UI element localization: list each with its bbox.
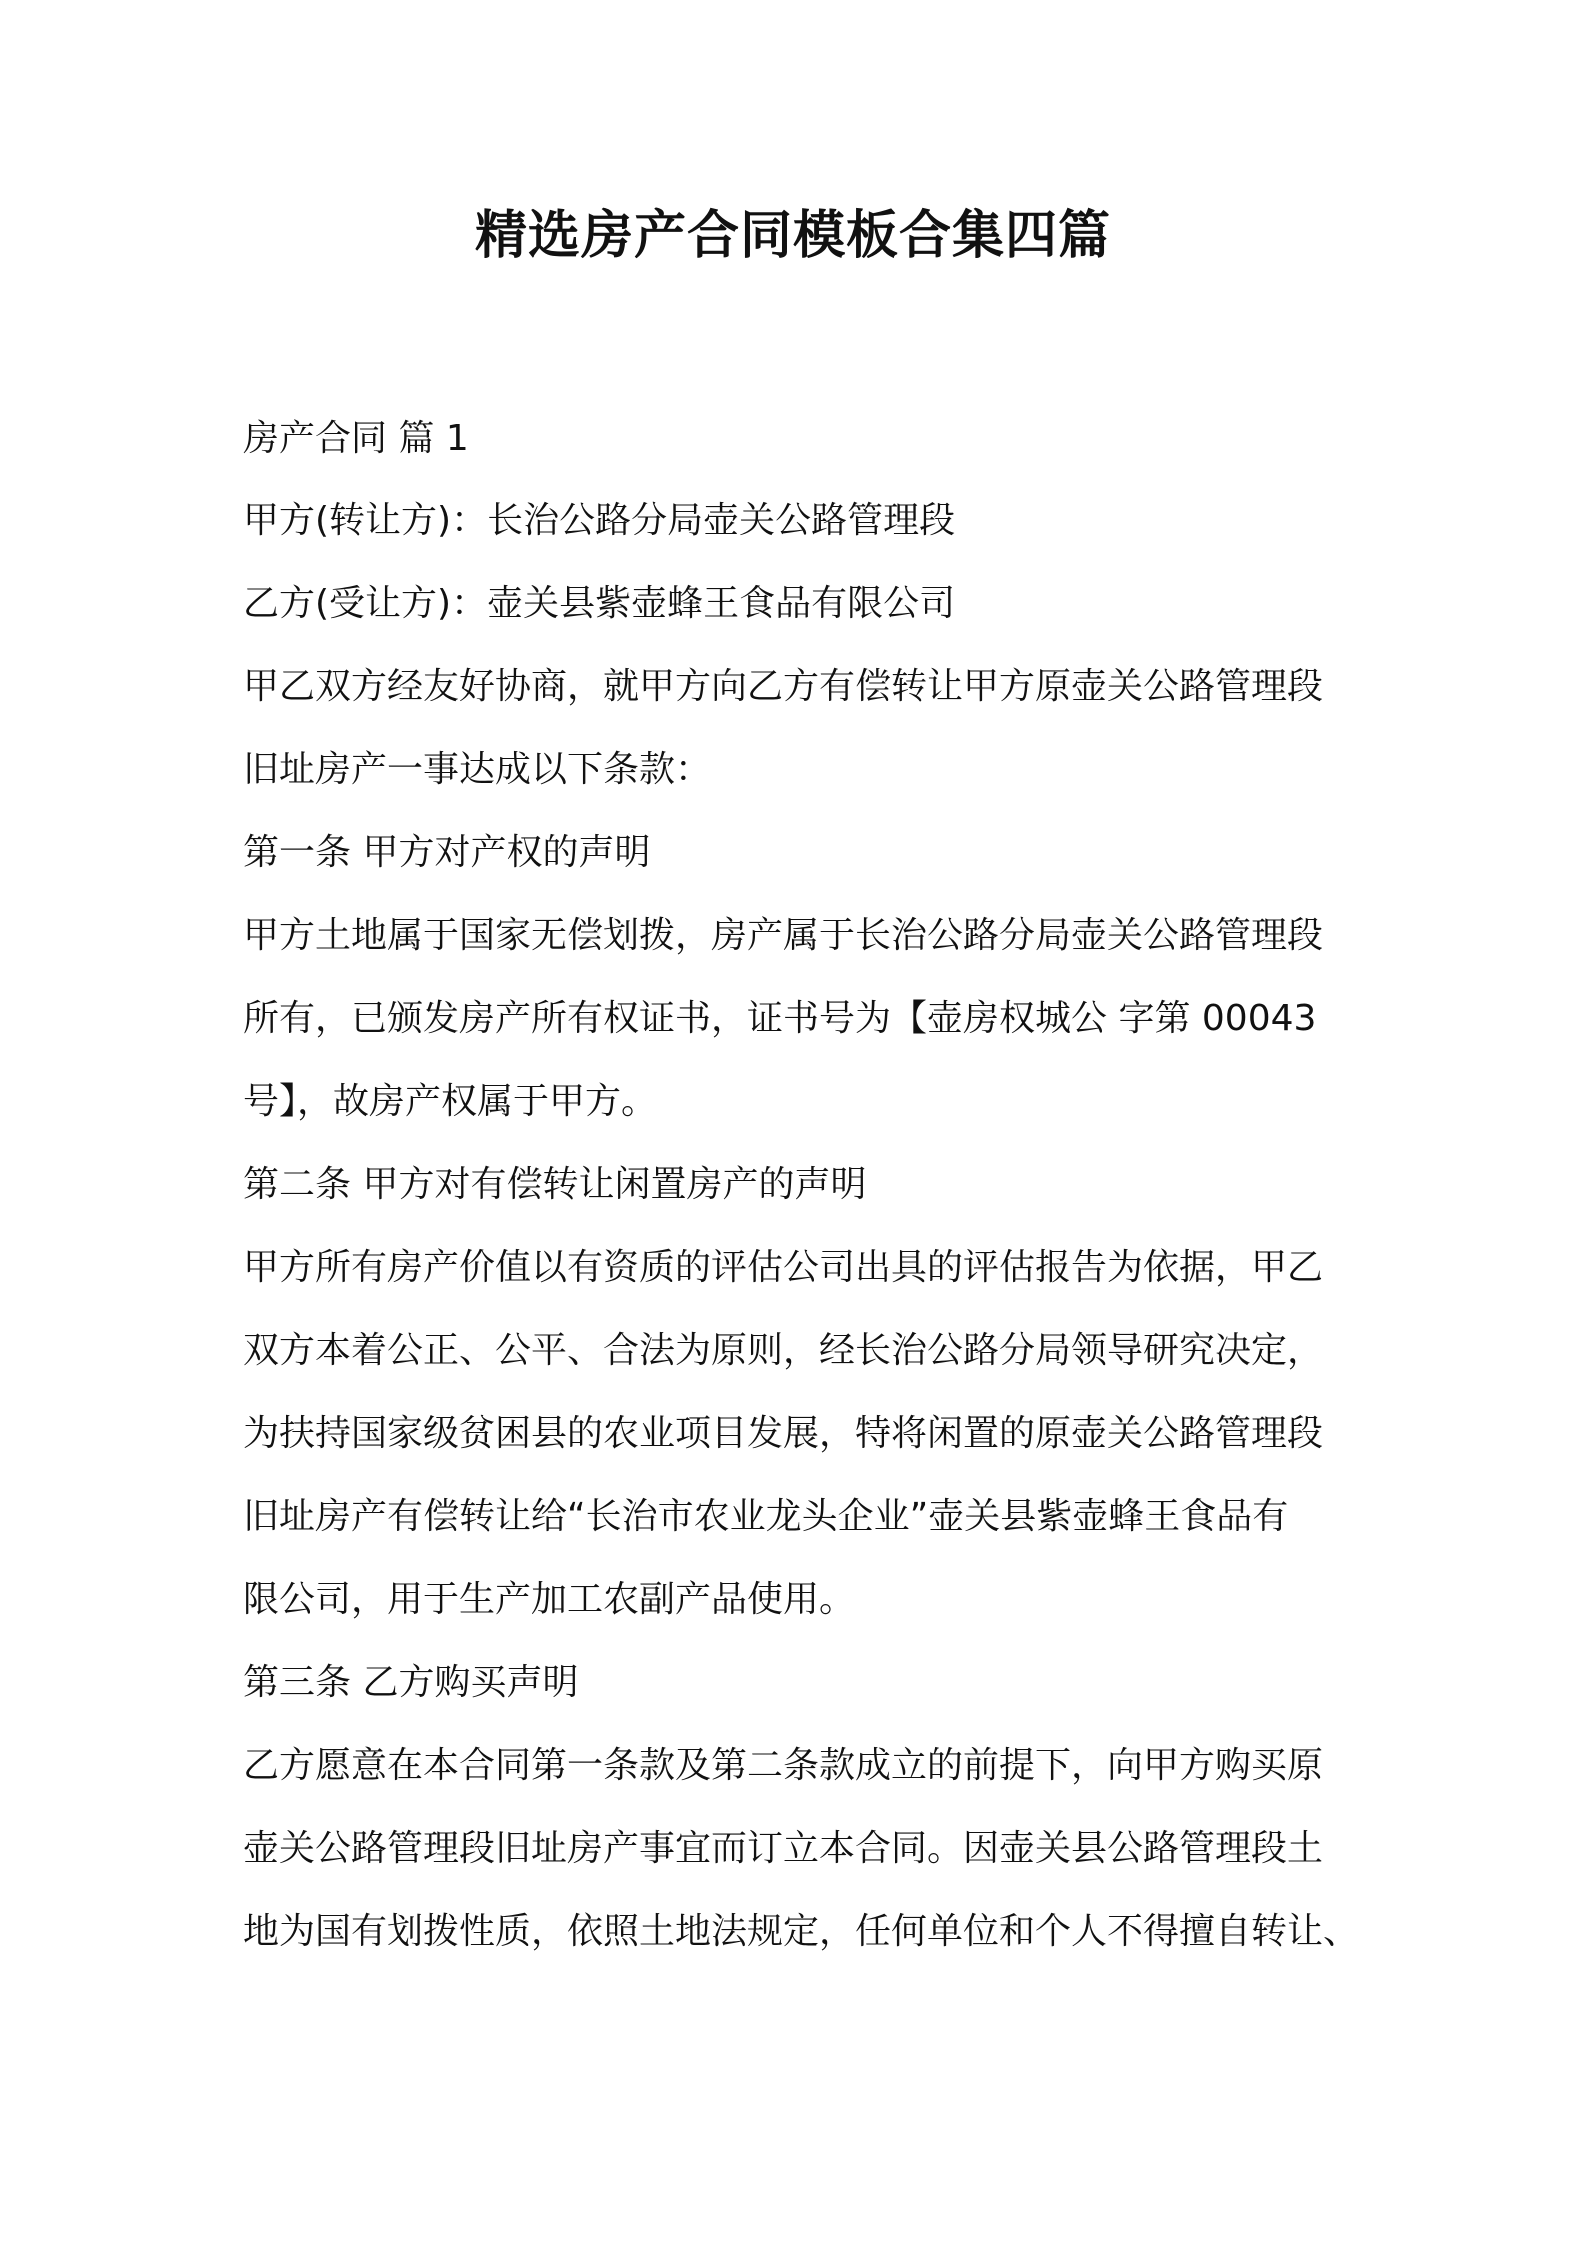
party-a-line: 甲方(转让方)：长治公路分局壶关公路管理段 (243, 500, 956, 541)
article-heading: 第三条 乙方购买声明 (243, 1662, 579, 1703)
paragraph-line: 限公司，用于生产加工农副产品使用。 (243, 1579, 856, 1620)
paragraph-line: 旧址房产有偿转让给“长治市农业龙头企业”壶关县紫壶蜂王食品有 (243, 1496, 1289, 1537)
paragraph-line: 所有，已颁发房产所有权证书，证书号为【壶房权城公 字第 00043 (243, 998, 1317, 1039)
paragraph-line: 乙方愿意在本合同第一条款及第二条款成立的前提下，向甲方购买原 (243, 1745, 1324, 1786)
paragraph-line: 旧址房产一事达成以下条款： (243, 749, 712, 790)
paragraph-line: 地为国有划拨性质，依照土地法规定，任何单位和个人不得擅自转让、 (243, 1911, 1360, 1952)
party-b-line: 乙方(受让方)：壶关县紫壶蜂王食品有限公司 (243, 583, 956, 624)
paragraph-line: 甲方土地属于国家无偿划拨，房产属于长治公路分局壶关公路管理段 (243, 915, 1324, 956)
document-title: 精选房产合同模板合集四篇 (474, 206, 1111, 266)
article-heading: 第一条 甲方对产权的声明 (243, 832, 651, 873)
paragraph-line: 甲乙双方经友好协商，就甲方向乙方有偿转让甲方原壶关公路管理段 (243, 666, 1324, 707)
article-heading: 第二条 甲方对有偿转让闲置房产的声明 (243, 1164, 867, 1205)
paragraph-line: 甲方所有房产价值以有资质的评估公司出具的评估报告为依据，甲乙 (243, 1247, 1324, 1288)
paragraph-line: 壶关公路管理段旧址房产事宜而订立本合同。因壶关县公路管理段土 (243, 1828, 1324, 1869)
paragraph-line: 为扶持国家级贫困县的农业项目发展，特将闲置的原壶关公路管理段 (243, 1413, 1324, 1454)
paragraph-line: 号】，故房产权属于甲方。 (243, 1081, 658, 1122)
section-heading: 房产合同 篇 1 (243, 418, 469, 459)
paragraph-line: 双方本着公正、公平、合法为原则，经长治公路分局领导研究决定， (243, 1330, 1324, 1371)
